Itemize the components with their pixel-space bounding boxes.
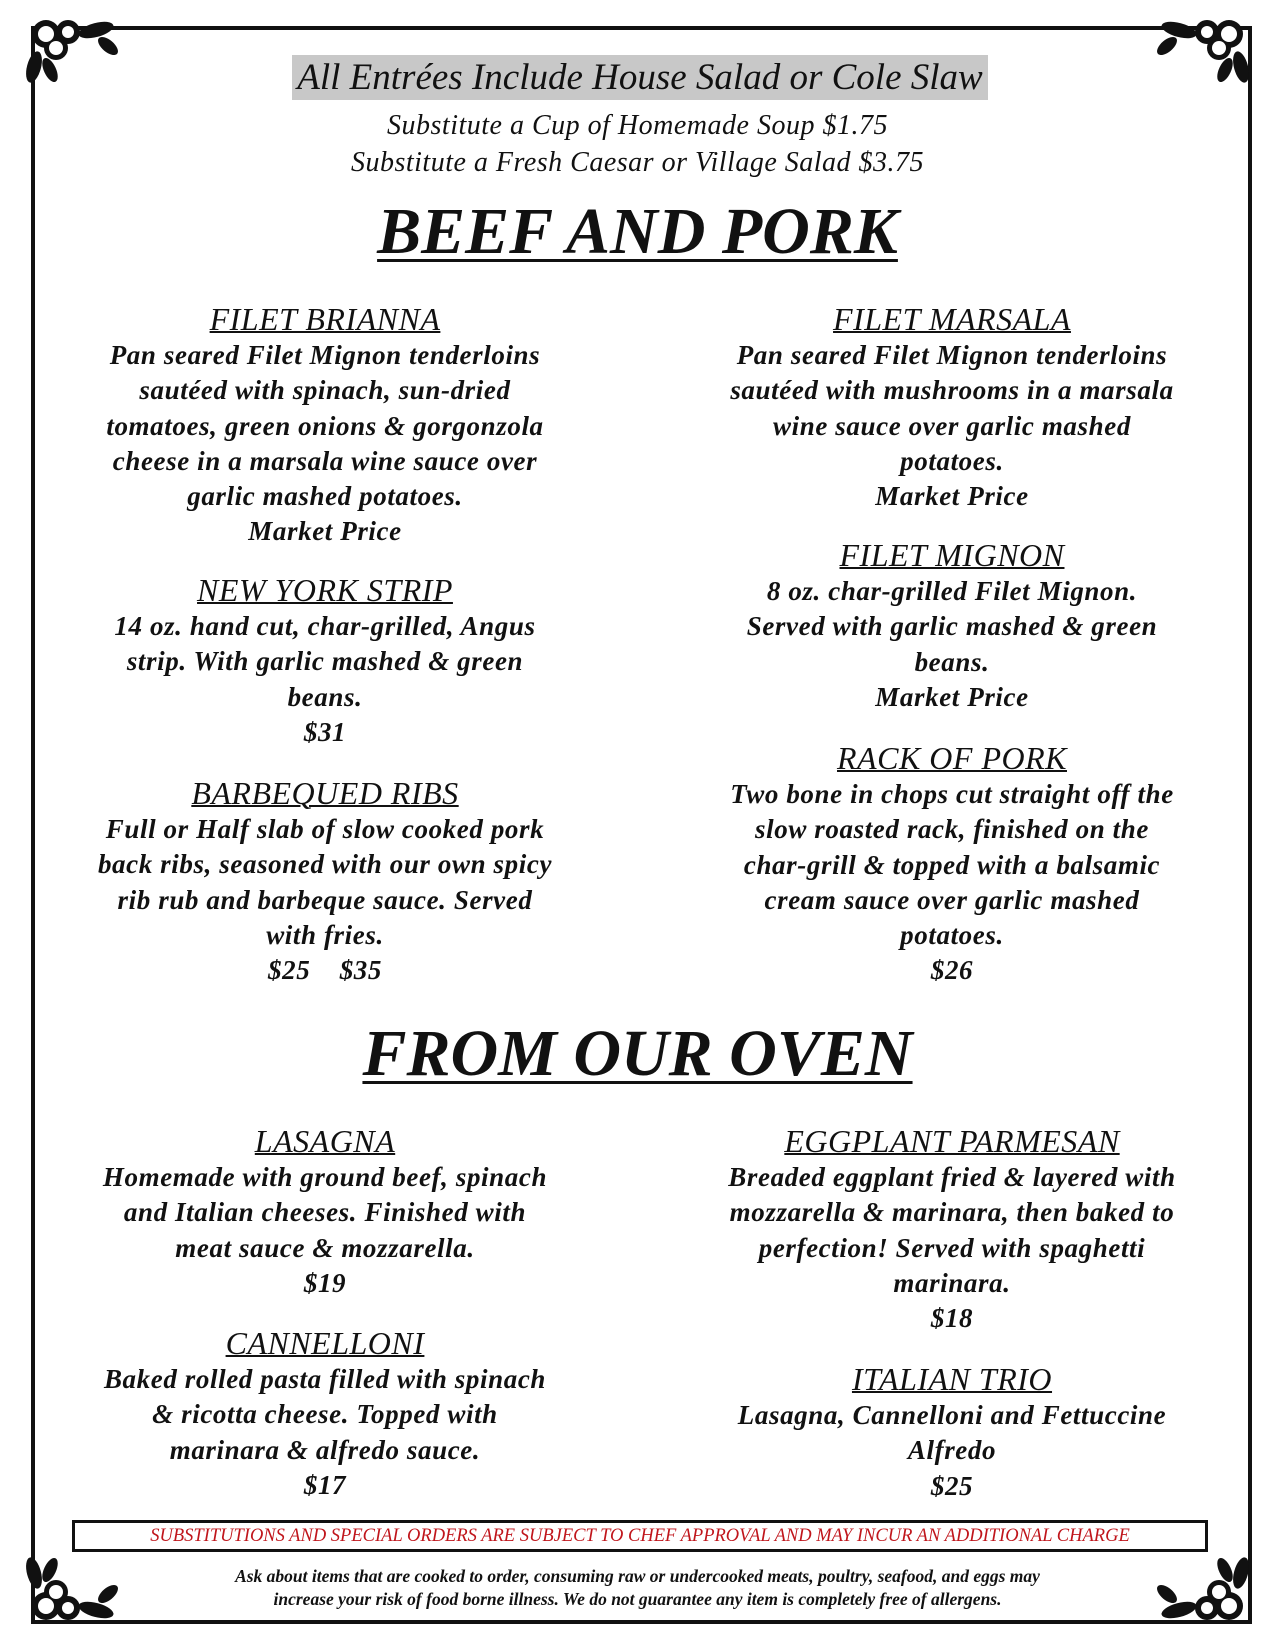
menu-item xyxy=(65,1122,585,1301)
menu-item xyxy=(692,300,1212,514)
menu-item-description-line: Baked rolled pasta filled with spinach xyxy=(103,1364,547,1394)
menu-item xyxy=(692,739,1212,989)
menu-item xyxy=(65,571,585,750)
includes-banner: All Entrées Include House Salad or Cole Slaw xyxy=(292,55,988,100)
menu-item-description-line: Served with garlic mashed & green xyxy=(746,611,1158,642)
menu-item xyxy=(65,774,585,988)
menu-item xyxy=(692,536,1212,715)
menu-item-description-line: & ricotta cheese. Topped with xyxy=(152,1399,498,1430)
menu-item xyxy=(692,1122,1212,1336)
floral-corner-ornament-icon xyxy=(1149,1548,1259,1628)
menu-item-description-line: Full or Half slab of slow cooked pork xyxy=(105,814,545,844)
menu-item-description-line: potatoes. xyxy=(900,920,1004,951)
menu-item-price: $25 xyxy=(930,1470,974,1501)
menu-item xyxy=(65,300,585,550)
menu-item-description-line: cheese in a marsala wine sauce over xyxy=(112,445,538,476)
menu-item-description-line: 14 oz. hand cut, char-grilled, Angus xyxy=(114,611,536,641)
menu-item-price: $17 xyxy=(303,1469,347,1500)
menu-item-description-line: char-grill & topped with a balsamic xyxy=(743,849,1161,880)
menu-item-name: FILET BRIANNA xyxy=(209,301,441,337)
menu-item-name: FILET MIGNON xyxy=(839,537,1065,573)
menu-item-price: $26 xyxy=(930,955,974,986)
menu-item-name: BARBEQUED RIBS xyxy=(191,775,459,811)
menu-item-price: $19 xyxy=(303,1267,347,1298)
section-title-beef-and-pork: BEEF AND PORK xyxy=(377,195,898,268)
disclaimer-line-1: Ask about items that are cooked to order, consuming raw or undercooked meats, poultry, seafood, and eggs may xyxy=(235,1566,1040,1586)
menu-item-name: RACK OF PORK xyxy=(837,740,1067,776)
menu-item-description-line: cream sauce over garlic mashed xyxy=(764,884,1140,915)
menu-item-name: CANNELLONI xyxy=(225,1325,425,1361)
menu-item-description-line: 8 oz. char-grilled Filet Mignon. xyxy=(766,576,1138,606)
floral-corner-ornament-icon xyxy=(16,12,126,92)
menu-item-description-line: and Italian cheeses. Finished with xyxy=(123,1197,527,1228)
substitute-salad: Substitute a Fresh Caesar or Village Salad $3.75 xyxy=(350,147,925,178)
menu-item-description-line: meat sauce & mozzarella. xyxy=(175,1232,475,1263)
menu-item-description-line: tomatoes, green onions & gorgonzola xyxy=(106,410,544,441)
menu-item-description-line: marinara. xyxy=(893,1267,1011,1298)
menu-item-description-line: with fries. xyxy=(266,919,384,950)
menu-item-price: $25 $35 xyxy=(268,955,382,986)
menu-item-description-line: Homemade with ground beef, spinach xyxy=(102,1162,548,1192)
substitute-soup: Substitute a Cup of Homemade Soup $1.75 xyxy=(387,110,888,141)
menu-item-description-line: perfection! Served with spaghetti xyxy=(758,1232,1146,1263)
menu-item xyxy=(65,1324,585,1503)
menu-item-name: NEW YORK STRIP xyxy=(197,572,453,608)
substitution-notice: SUBSTITUTIONS AND SPECIAL ORDERS ARE SUBJECT TO CHEF APPROVAL AND MAY INCUR AN ADDITIONAL CHARGE xyxy=(72,1520,1208,1552)
menu-item-description-line: Pan seared Filet Mignon tenderloins xyxy=(109,340,541,370)
menu-item-description-line: Pan seared Filet Mignon tenderloins xyxy=(736,340,1168,370)
menu-item-description-line: Lasagna, Cannelloni and Fettuccine xyxy=(737,1400,1167,1430)
menu-item-description-line: beans. xyxy=(287,681,363,712)
menu-item-description-line: strip. With garlic mashed & green xyxy=(126,646,524,677)
menu-item-description-line: potatoes. xyxy=(900,445,1004,476)
menu-item-description-line: sautéed with spinach, sun-dried xyxy=(139,375,511,406)
menu-item-name: ITALIAN TRIO xyxy=(851,1361,1053,1397)
menu-item-price: Market Price xyxy=(875,481,1029,512)
menu-item-description-line: Breaded eggplant fried & layered with xyxy=(728,1162,1176,1192)
menu-item-name: EGGPLANT PARMESAN xyxy=(784,1123,1120,1159)
floral-corner-ornament-icon xyxy=(16,1548,126,1628)
floral-corner-ornament-icon xyxy=(1149,12,1259,92)
menu-item-price: $18 xyxy=(930,1303,974,1334)
menu-item-description-line: beans. xyxy=(914,646,990,677)
menu-item-description-line: mozzarella & marinara, then baked to xyxy=(729,1197,1175,1228)
menu-item-price: $31 xyxy=(303,716,347,747)
menu-item-description-line: Two bone in chops cut straight off the xyxy=(730,779,1174,809)
menu-item xyxy=(692,1360,1212,1504)
menu-item-description-line: wine sauce over garlic mashed xyxy=(773,410,1131,441)
menu-item-description-line: rib rub and barbeque sauce. Served xyxy=(117,884,533,915)
menu-item-description-line: sautéed with mushrooms in a marsala xyxy=(730,375,1174,406)
menu-item-name: FILET MARSALA xyxy=(833,301,1071,337)
menu-item-description-line: back ribs, seasoned with our own spicy xyxy=(97,849,553,880)
menu-item-description-line: Alfredo xyxy=(907,1435,997,1466)
menu-item-description-line: marinara & alfredo sauce. xyxy=(169,1434,481,1465)
menu-item-description-line: garlic mashed potatoes. xyxy=(187,481,463,512)
section-title-from-our-oven: FROM OUR OVEN xyxy=(362,1017,913,1090)
menu-item-price: Market Price xyxy=(248,516,402,547)
menu-item-price: Market Price xyxy=(875,681,1029,712)
menu-item-description-line: slow roasted rack, finished on the xyxy=(755,814,1149,845)
disclaimer-line-2: increase your risk of food borne illness. We do not guarantee any item is completely free of allergens. xyxy=(273,1589,1002,1609)
menu-item-name: LASAGNA xyxy=(254,1123,396,1159)
